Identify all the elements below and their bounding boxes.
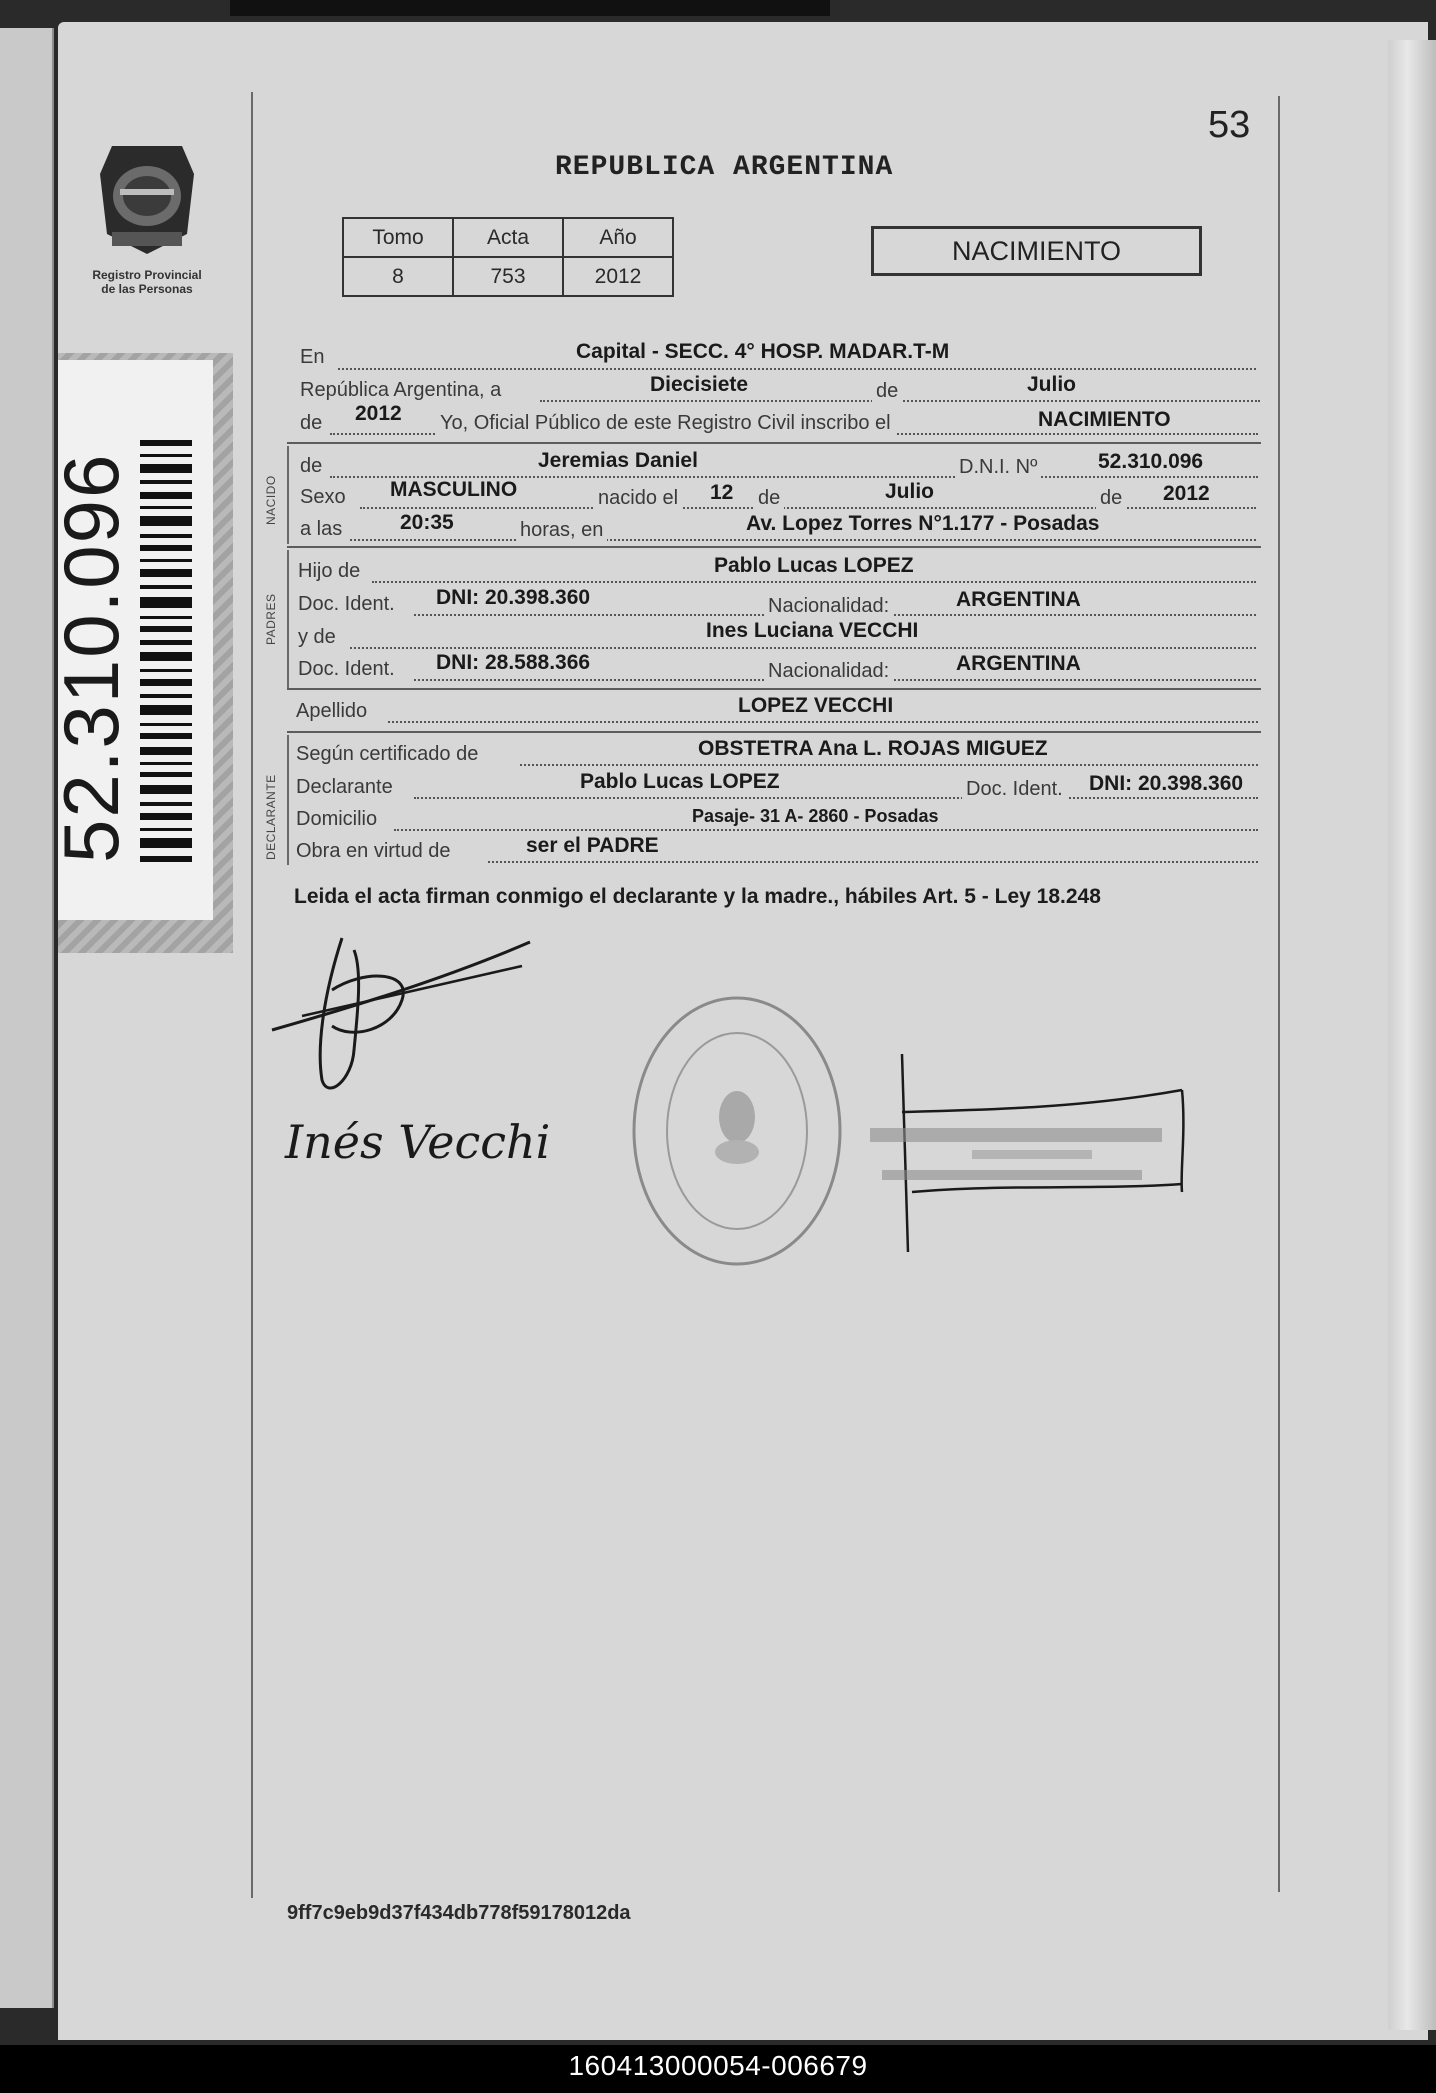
side-label-declarante: DECLARANTE — [264, 774, 278, 860]
dotted-line — [350, 647, 1256, 649]
label-obra-en-virtud: Obra en virtud de — [296, 840, 451, 862]
barcode-number: 52.310.096 — [47, 452, 135, 863]
value-declarante-doc: DNI: 20.398.360 — [1089, 772, 1244, 795]
section-divider — [287, 546, 1261, 548]
right-margin-rule — [1278, 96, 1280, 1892]
barcode-bars — [140, 440, 192, 870]
label-de: de — [754, 487, 784, 510]
value-padre-doc: DNI: 20.398.360 — [436, 586, 591, 609]
label-nacido-el: nacido el — [594, 487, 682, 510]
label-a-las: a las — [300, 518, 343, 540]
left-margin-rule — [251, 92, 253, 1898]
section-divider — [287, 731, 1261, 733]
section-divider — [287, 688, 1261, 690]
dotted-line — [520, 764, 1258, 766]
value-apellido: LOPEZ VECCHI — [738, 694, 894, 717]
value-anio-nacido: 2012 — [1163, 482, 1210, 505]
record-table — [342, 217, 674, 297]
registry-caption — [62, 268, 232, 296]
label-horas-en: horas, en — [516, 519, 607, 542]
value-domicilio: Pasaje- 31 A- 2860 - Posadas — [692, 806, 939, 826]
label-doc-ident: Doc. Ident. — [298, 593, 395, 615]
label-nacionalidad: Nacionalidad: — [764, 660, 893, 683]
document-title: REPUBLICA ARGENTINA — [555, 152, 894, 183]
header-tomo: Tomo — [343, 218, 453, 257]
label-segun-certificado: Según certificado de — [296, 743, 479, 765]
value-madre-nacionalidad: ARGENTINA — [956, 652, 1081, 675]
label-sexo: Sexo — [300, 486, 346, 508]
section-rule — [287, 550, 289, 688]
label-hijo-de: Hijo de — [298, 560, 361, 582]
value-anio: 2012 — [563, 257, 673, 296]
value-padre: Pablo Lucas LOPEZ — [714, 554, 914, 577]
value-mes-acta: Julio — [1027, 373, 1077, 396]
dotted-line — [394, 829, 1258, 831]
value-hora: 20:35 — [400, 511, 454, 534]
label-y-de: y de — [298, 626, 336, 648]
label-dni: D.N.I. Nº — [955, 456, 1041, 479]
page-number: 53 — [1208, 104, 1251, 146]
label-nacionalidad: Nacionalidad: — [764, 595, 893, 618]
label-de: de — [300, 455, 323, 477]
official-round-seal — [628, 992, 846, 1270]
dotted-line — [350, 539, 1256, 541]
document-hash: 9ff7c9eb9d37f434db778f59178012da — [287, 1902, 631, 1924]
section-rule — [287, 735, 289, 865]
label-declarante: Declarante — [296, 776, 393, 798]
value-mes-nacido: Julio — [885, 480, 935, 503]
value-nombre-nacido: Jeremias Daniel — [538, 449, 698, 472]
dotted-line — [338, 368, 1256, 370]
section-rule — [287, 446, 289, 544]
value-dia-acta: Diecisiete — [650, 373, 749, 396]
mother-signature — [283, 1100, 551, 1180]
value-madre: Ines Luciana VECCHI — [706, 619, 919, 642]
officer-stamp-signature — [862, 1052, 1192, 1262]
label-yo-oficial: Yo, Oficial Público de este Registro Civil inscribo el — [436, 412, 895, 435]
scanner-top-band — [230, 0, 830, 16]
header-anio: Año — [563, 218, 673, 257]
right-page-edge — [1388, 40, 1436, 2030]
declarant-signature — [262, 930, 542, 1100]
value-lugar-acta: Capital - SECC. 4° HOSP. MADAR.T-M — [576, 340, 950, 363]
side-label-padres: PADRES — [264, 593, 278, 645]
label-doc-ident: Doc. Ident. — [962, 778, 1067, 801]
value-dia-nacido: 12 — [710, 481, 734, 504]
label-republica: República Argentina, a — [300, 379, 502, 401]
value-declarante-nombre: Pablo Lucas LOPEZ — [580, 770, 780, 793]
label-de: de — [1096, 487, 1126, 510]
value-certificado: OBSTETRA Ana L. ROJAS MIGUEZ — [698, 737, 1048, 760]
value-acta: 753 — [453, 257, 563, 296]
dotted-line — [372, 581, 1256, 583]
registry-crest-logo — [82, 134, 212, 264]
section-divider — [287, 442, 1261, 444]
scan-footer-code: 160413000054-006679 — [568, 2050, 868, 2081]
value-padre-nacionalidad: ARGENTINA — [956, 588, 1081, 611]
value-obra: ser el PADRE — [526, 834, 659, 857]
label-de: de — [872, 380, 902, 403]
label-domicilio: Domicilio — [296, 808, 378, 830]
value-tipo-acta: NACIMIENTO — [1038, 408, 1171, 431]
value-dni-nacido: 52.310.096 — [1098, 450, 1204, 473]
left-page-edge — [0, 28, 54, 2008]
label-en: En — [300, 346, 325, 368]
registry-caption-line2: de las Personas — [101, 282, 193, 296]
value-anio-acta: 2012 — [355, 402, 402, 425]
label-de: de — [300, 412, 323, 434]
registry-caption-line1: Registro Provincial — [92, 268, 202, 282]
value-lugar-nacimiento: Av. Lopez Torres N°1.177 - Posadas — [746, 512, 1100, 535]
dotted-line — [414, 797, 1258, 799]
mother-signature-text: Inés Vecchi — [285, 1115, 551, 1169]
value-sexo: MASCULINO — [390, 478, 518, 501]
value-tomo: 8 — [343, 257, 453, 296]
label-doc-ident: Doc. Ident. — [298, 658, 395, 680]
label-apellido: Apellido — [296, 700, 368, 722]
value-madre-doc: DNI: 28.588.366 — [436, 651, 591, 674]
dotted-line — [488, 861, 1258, 863]
record-type-box: NACIMIENTO — [871, 226, 1202, 276]
dotted-line — [388, 721, 1258, 723]
header-acta: Acta — [453, 218, 563, 257]
closing-statement: Leida el acta firman conmigo el declarante y la madre., hábiles Art. 5 - Ley 18.248 — [294, 885, 1101, 908]
side-label-nacido: NACIDO — [264, 475, 278, 525]
